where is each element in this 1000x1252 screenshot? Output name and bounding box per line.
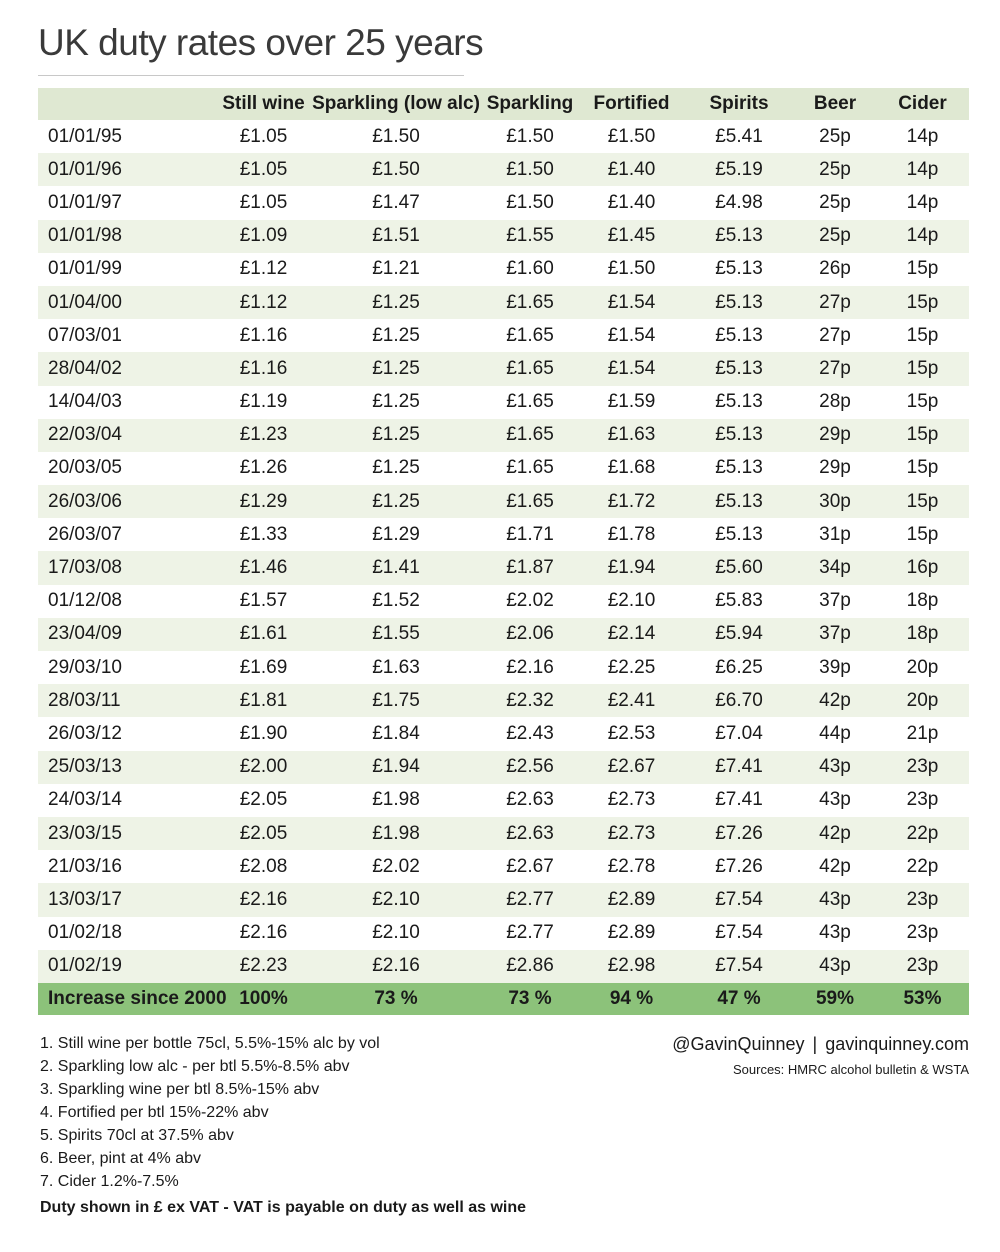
rate-cell: £1.25	[311, 485, 481, 518]
rate-cell: 30p	[794, 485, 876, 518]
footnote: 6. Beer, pint at 4% abv	[40, 1150, 201, 1167]
increase-cell: 47 %	[684, 983, 794, 1015]
rate-cell: 43p	[794, 883, 876, 916]
rate-cell: £1.87	[481, 551, 579, 584]
date-cell: 01/01/99	[38, 253, 216, 286]
credit-separator: |	[812, 1034, 818, 1054]
rate-cell: 15p	[876, 518, 969, 551]
rate-cell: £6.25	[684, 651, 794, 684]
rate-cell: £1.05	[216, 186, 311, 219]
rate-cell: 15p	[876, 485, 969, 518]
rate-cell: £1.63	[311, 651, 481, 684]
date-cell: 23/03/15	[38, 817, 216, 850]
rate-cell: 34p	[794, 551, 876, 584]
rate-cell: £1.29	[216, 485, 311, 518]
table-body	[38, 120, 969, 983]
sources-note: Sources: HMRC alcohol bulletin & WSTA	[732, 1062, 969, 1077]
table-row	[38, 784, 969, 817]
rate-cell: £1.46	[216, 551, 311, 584]
rate-cell: £1.47	[311, 186, 481, 219]
rate-cell: 15p	[876, 286, 969, 319]
rate-cell: £2.53	[579, 717, 684, 750]
table-row	[38, 684, 969, 717]
rate-cell: 29p	[794, 452, 876, 485]
rate-cell: 23p	[876, 751, 969, 784]
date-cell: 01/01/97	[38, 186, 216, 219]
rate-cell: £1.50	[579, 253, 684, 286]
increase-cell: 100%	[216, 983, 311, 1015]
rate-cell: £1.65	[481, 386, 579, 419]
page-title: UK duty rates over 25 years	[38, 22, 484, 63]
rate-cell: £2.02	[481, 585, 579, 618]
date-cell: 14/04/03	[38, 386, 216, 419]
date-cell: 01/04/00	[38, 286, 216, 319]
header-cell: Still wine	[216, 88, 311, 120]
date-cell: 13/03/17	[38, 883, 216, 916]
rate-cell: £1.90	[216, 717, 311, 750]
rate-cell: £2.16	[216, 917, 311, 950]
increase-cell: 73 %	[311, 983, 481, 1015]
date-cell: 07/03/01	[38, 319, 216, 352]
table-row	[38, 717, 969, 750]
rate-cell: £2.63	[481, 784, 579, 817]
rate-cell: £7.54	[684, 950, 794, 983]
rate-cell: £2.10	[579, 585, 684, 618]
rate-cell: £5.13	[684, 352, 794, 385]
vat-note: Duty shown in £ ex VAT - VAT is payable on duty as well as wine	[40, 1199, 527, 1216]
rate-cell: 43p	[794, 751, 876, 784]
title-divider	[38, 75, 464, 76]
rate-cell: 26p	[794, 253, 876, 286]
rate-cell: £2.23	[216, 950, 311, 983]
date-cell: 01/02/19	[38, 950, 216, 983]
rate-cell: £7.26	[684, 817, 794, 850]
rate-cell: £1.25	[311, 352, 481, 385]
rate-cell: 25p	[794, 153, 876, 186]
rate-cell: £5.13	[684, 220, 794, 253]
rate-cell: £1.55	[481, 220, 579, 253]
header-cell: Beer	[794, 88, 876, 120]
rate-cell: £2.73	[579, 817, 684, 850]
table-row	[38, 386, 969, 419]
table-row	[38, 452, 969, 485]
increase-label: Increase since 2000	[38, 983, 216, 1015]
rate-cell: £2.10	[311, 917, 481, 950]
rate-cell: 23p	[876, 784, 969, 817]
rate-cell: £2.00	[216, 751, 311, 784]
rate-cell: £5.13	[684, 319, 794, 352]
table-row	[38, 551, 969, 584]
rate-cell: £5.13	[684, 485, 794, 518]
rate-cell: 22p	[876, 817, 969, 850]
rate-cell: £1.98	[311, 817, 481, 850]
table-row	[38, 120, 969, 153]
header-cell: Spirits	[684, 88, 794, 120]
footnote: 1. Still wine per bottle 75cl, 5.5%-15% alc by vol	[40, 1035, 380, 1052]
rate-cell: 23p	[876, 883, 969, 916]
date-cell: 25/03/13	[38, 751, 216, 784]
rate-cell: £1.54	[579, 319, 684, 352]
rate-cell: £2.16	[216, 883, 311, 916]
rate-cell: £5.13	[684, 419, 794, 452]
rate-cell: £2.41	[579, 684, 684, 717]
rate-cell: £1.25	[311, 319, 481, 352]
rate-cell: £1.51	[311, 220, 481, 253]
rate-cell: £1.59	[579, 386, 684, 419]
rate-cell: £5.13	[684, 386, 794, 419]
footnote: 5. Spirits 70cl at 37.5% abv	[40, 1127, 234, 1144]
header-cell: Cider	[876, 88, 969, 120]
table-row	[38, 419, 969, 452]
rate-cell: £1.78	[579, 518, 684, 551]
rate-cell: £1.25	[311, 386, 481, 419]
footnote: 7. Cider 1.2%-7.5%	[40, 1173, 179, 1190]
rate-cell: £7.26	[684, 850, 794, 883]
date-cell: 22/03/04	[38, 419, 216, 452]
rate-cell: £1.12	[216, 286, 311, 319]
date-cell: 23/04/09	[38, 618, 216, 651]
table-row	[38, 651, 969, 684]
rate-cell: £1.65	[481, 419, 579, 452]
rate-cell: £1.25	[311, 419, 481, 452]
table-row	[38, 883, 969, 916]
rate-cell: £2.67	[579, 751, 684, 784]
rate-cell: 22p	[876, 850, 969, 883]
date-cell: 26/03/12	[38, 717, 216, 750]
increase-summary-row	[38, 983, 969, 1015]
rate-cell: £2.06	[481, 618, 579, 651]
rate-cell: £2.43	[481, 717, 579, 750]
rate-cell: 42p	[794, 850, 876, 883]
date-cell: 28/03/11	[38, 684, 216, 717]
rate-cell: £2.08	[216, 850, 311, 883]
credit-line	[672, 1034, 969, 1055]
rate-cell: £2.77	[481, 917, 579, 950]
table-row	[38, 917, 969, 950]
table-row	[38, 220, 969, 253]
date-cell: 01/12/08	[38, 585, 216, 618]
rate-cell: 43p	[794, 784, 876, 817]
rate-cell: £1.16	[216, 352, 311, 385]
rate-cell: 25p	[794, 220, 876, 253]
date-cell: 24/03/14	[38, 784, 216, 817]
rate-cell: £1.40	[579, 153, 684, 186]
rate-cell: £1.72	[579, 485, 684, 518]
rate-cell: £1.81	[216, 684, 311, 717]
rate-cell: £1.50	[481, 186, 579, 219]
rate-cell: £1.16	[216, 319, 311, 352]
table-row	[38, 585, 969, 618]
rate-cell: £1.19	[216, 386, 311, 419]
table-row	[38, 518, 969, 551]
date-cell: 01/01/96	[38, 153, 216, 186]
header-cell: Sparkling (low alc)	[311, 88, 481, 120]
rate-cell: £5.19	[684, 153, 794, 186]
website-link[interactable]: gavinquinney.com	[825, 1034, 969, 1054]
rate-cell: £1.65	[481, 352, 579, 385]
table-row	[38, 186, 969, 219]
rate-cell: £1.65	[481, 452, 579, 485]
date-cell: 20/03/05	[38, 452, 216, 485]
rate-cell: £1.84	[311, 717, 481, 750]
rate-cell: 42p	[794, 817, 876, 850]
rate-cell: £1.21	[311, 253, 481, 286]
rate-cell: £1.60	[481, 253, 579, 286]
rate-cell: £5.41	[684, 120, 794, 153]
rate-cell: £6.70	[684, 684, 794, 717]
table-row	[38, 751, 969, 784]
rate-cell: £1.29	[311, 518, 481, 551]
rate-cell: 15p	[876, 386, 969, 419]
rate-cell: £1.05	[216, 153, 311, 186]
rate-cell: 15p	[876, 253, 969, 286]
rate-cell: £1.23	[216, 419, 311, 452]
rate-cell: 18p	[876, 618, 969, 651]
rate-cell: £1.50	[579, 120, 684, 153]
rate-cell: 37p	[794, 585, 876, 618]
footnote: 4. Fortified per btl 15%-22% abv	[40, 1104, 269, 1121]
rate-cell: 44p	[794, 717, 876, 750]
rate-cell: 18p	[876, 585, 969, 618]
table-header-row	[38, 88, 969, 120]
rate-cell: 25p	[794, 120, 876, 153]
rate-cell: £7.41	[684, 751, 794, 784]
table-row	[38, 286, 969, 319]
rate-cell: £5.83	[684, 585, 794, 618]
table-row	[38, 253, 969, 286]
rate-cell: £1.26	[216, 452, 311, 485]
rate-cell: 15p	[876, 452, 969, 485]
rate-cell: £7.54	[684, 883, 794, 916]
date-cell: 21/03/16	[38, 850, 216, 883]
rate-cell: £2.89	[579, 917, 684, 950]
rate-cell: £1.54	[579, 286, 684, 319]
rate-cell: £2.98	[579, 950, 684, 983]
rate-cell: £1.98	[311, 784, 481, 817]
table-row	[38, 850, 969, 883]
rate-cell: £2.16	[481, 651, 579, 684]
rate-cell: £1.45	[579, 220, 684, 253]
rate-cell: 20p	[876, 651, 969, 684]
rate-cell: £2.32	[481, 684, 579, 717]
rate-cell: £7.54	[684, 917, 794, 950]
rate-cell: £2.14	[579, 618, 684, 651]
table-row	[38, 950, 969, 983]
footnote: 2. Sparkling low alc - per btl 5.5%-8.5% abv	[40, 1058, 350, 1075]
rate-cell: £2.89	[579, 883, 684, 916]
rate-cell: £7.41	[684, 784, 794, 817]
rate-cell: 31p	[794, 518, 876, 551]
rate-cell: 27p	[794, 286, 876, 319]
rate-cell: £2.77	[481, 883, 579, 916]
increase-cell: 53%	[876, 983, 969, 1015]
rate-cell: 20p	[876, 684, 969, 717]
rate-cell: £1.65	[481, 286, 579, 319]
header-cell: Fortified	[579, 88, 684, 120]
rate-cell: 14p	[876, 120, 969, 153]
rate-cell: £1.75	[311, 684, 481, 717]
rate-cell: 28p	[794, 386, 876, 419]
rate-cell: £1.69	[216, 651, 311, 684]
footnotes-list	[40, 1032, 380, 1193]
rate-cell: £5.13	[684, 452, 794, 485]
duty-rates-table	[38, 88, 969, 1015]
table-row	[38, 153, 969, 186]
increase-cell: 73 %	[481, 983, 579, 1015]
rate-cell: £1.54	[579, 352, 684, 385]
rate-cell: 14p	[876, 186, 969, 219]
rate-cell: £1.52	[311, 585, 481, 618]
rate-cell: 15p	[876, 419, 969, 452]
rate-cell: £1.57	[216, 585, 311, 618]
rate-cell: 23p	[876, 950, 969, 983]
rate-cell: 23p	[876, 917, 969, 950]
rate-cell: £1.50	[311, 120, 481, 153]
rate-cell: £2.25	[579, 651, 684, 684]
rate-cell: £2.63	[481, 817, 579, 850]
rate-cell: £1.25	[311, 286, 481, 319]
rate-cell: 15p	[876, 319, 969, 352]
rate-cell: 16p	[876, 551, 969, 584]
table-row	[38, 817, 969, 850]
date-cell: 29/03/10	[38, 651, 216, 684]
table-row	[38, 352, 969, 385]
date-cell: 01/01/95	[38, 120, 216, 153]
rate-cell: 14p	[876, 153, 969, 186]
rate-cell: £1.65	[481, 485, 579, 518]
rate-cell: 39p	[794, 651, 876, 684]
increase-cell: 94 %	[579, 983, 684, 1015]
rate-cell: £2.73	[579, 784, 684, 817]
rate-cell: £2.56	[481, 751, 579, 784]
header-cell: Sparkling	[481, 88, 579, 120]
rate-cell: 43p	[794, 917, 876, 950]
rate-cell: £1.68	[579, 452, 684, 485]
rate-cell: £1.94	[579, 551, 684, 584]
rate-cell: £5.13	[684, 518, 794, 551]
rate-cell: 37p	[794, 618, 876, 651]
rate-cell: 14p	[876, 220, 969, 253]
header-cell-date	[38, 88, 216, 120]
rate-cell: 27p	[794, 319, 876, 352]
table-row	[38, 319, 969, 352]
rate-cell: £2.02	[311, 850, 481, 883]
rate-cell: £2.10	[311, 883, 481, 916]
rate-cell: £1.61	[216, 618, 311, 651]
rate-cell: £1.40	[579, 186, 684, 219]
rate-cell: £1.65	[481, 319, 579, 352]
rate-cell: £5.13	[684, 253, 794, 286]
date-cell: 01/02/18	[38, 917, 216, 950]
rate-cell: £1.94	[311, 751, 481, 784]
rate-cell: £1.63	[579, 419, 684, 452]
rate-cell: £2.05	[216, 784, 311, 817]
rate-cell: £1.71	[481, 518, 579, 551]
rate-cell: 25p	[794, 186, 876, 219]
rate-cell: £2.67	[481, 850, 579, 883]
increase-cell: 59%	[794, 983, 876, 1015]
rate-cell: 27p	[794, 352, 876, 385]
rate-cell: 29p	[794, 419, 876, 452]
rate-cell: £1.50	[311, 153, 481, 186]
rate-cell: £1.33	[216, 518, 311, 551]
date-cell: 26/03/07	[38, 518, 216, 551]
rate-cell: £5.94	[684, 618, 794, 651]
date-cell: 26/03/06	[38, 485, 216, 518]
rate-cell: £1.05	[216, 120, 311, 153]
rate-cell: £1.41	[311, 551, 481, 584]
table-row	[38, 485, 969, 518]
rate-cell: 42p	[794, 684, 876, 717]
date-cell: 01/01/98	[38, 220, 216, 253]
rate-cell: £7.04	[684, 717, 794, 750]
table-row	[38, 618, 969, 651]
rate-cell: £1.09	[216, 220, 311, 253]
rate-cell: £1.50	[481, 153, 579, 186]
rate-cell: £1.12	[216, 253, 311, 286]
rate-cell: £1.25	[311, 452, 481, 485]
rate-cell: £5.60	[684, 551, 794, 584]
date-cell: 28/04/02	[38, 352, 216, 385]
rate-cell: £1.50	[481, 120, 579, 153]
rate-cell: £2.86	[481, 950, 579, 983]
rate-cell: £4.98	[684, 186, 794, 219]
rate-cell: £1.55	[311, 618, 481, 651]
date-cell: 17/03/08	[38, 551, 216, 584]
rate-cell: 43p	[794, 950, 876, 983]
footnote: 3. Sparkling wine per btl 8.5%-15% abv	[40, 1081, 320, 1098]
rate-cell: 21p	[876, 717, 969, 750]
rate-cell: 15p	[876, 352, 969, 385]
rate-cell: £2.16	[311, 950, 481, 983]
twitter-handle: @GavinQuinney	[672, 1034, 805, 1054]
rate-cell: £5.13	[684, 286, 794, 319]
rate-cell: £2.78	[579, 850, 684, 883]
rate-cell: £2.05	[216, 817, 311, 850]
